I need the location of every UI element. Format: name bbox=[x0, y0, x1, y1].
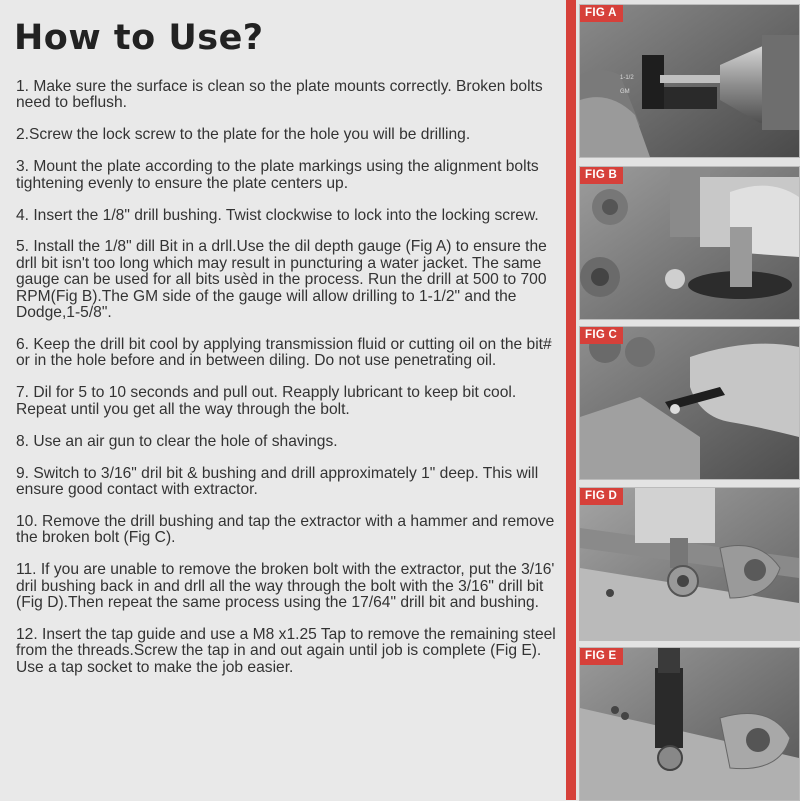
step-8: 8. Use an air gun to clear the hole of shavings. bbox=[16, 432, 338, 450]
figure-c bbox=[579, 326, 800, 480]
step-5: 5. Install the 1/8" dill Bit in a drll.Use the dil depth gauge (Fig A) to ensure the drll bit isn't too long which may result in puncturing a water jacket. The same gauge can be used for all bits usèd in the process. Run the drill at 500 to 700 RPM(Fig B).The GM side of the gauge will allow drilling to 1-1/2" and the Dodge,1-5/8". bbox=[16, 238, 547, 322]
step-3: 3. Mount the plate according to the plate markings using the alignment bolts tightening evenly to ensure the plate centers up. bbox=[16, 158, 539, 192]
accent-divider bbox=[566, 0, 576, 800]
fig-c-label: FIG C bbox=[580, 327, 623, 344]
figure-d bbox=[579, 487, 800, 641]
gauge-marking-size: 1-1/2 bbox=[620, 75, 634, 81]
drill-depth-gauge-photo bbox=[580, 5, 799, 157]
drill-through-bolt-photo bbox=[580, 488, 799, 640]
fig-a-label: FIG A bbox=[580, 5, 623, 22]
extractor-tapping-photo bbox=[580, 327, 799, 479]
fig-d-label: FIG D bbox=[580, 488, 623, 505]
fig-e-label: FIG E bbox=[580, 648, 623, 665]
figure-a bbox=[579, 4, 800, 158]
step-6: 6. Keep the drill bit cool by applying transmission fluid or cutting oil on the bit# or in the hole before and in between diling. Do not use penetrating oil. bbox=[16, 335, 552, 370]
step-7: 7. Dil for 5 to 10 seconds and pull out. Reapply lubricant to keep bit cool. Repeat until you get all the way through the bolt. bbox=[16, 384, 517, 418]
fig-b-label: FIG B bbox=[580, 167, 623, 184]
page-title: How to Use? bbox=[14, 18, 264, 58]
figure-b bbox=[579, 166, 800, 320]
step-10: 10. Remove the drill bushing and tap the extractor with a hammer and remove the broken bolt (Fig C). bbox=[16, 512, 555, 547]
figure-e bbox=[579, 647, 800, 801]
step-9: 9. Switch to 3/16" dril bit & bushing and drill approximately 1" deep. This will ensure good contact with extractor. bbox=[16, 464, 539, 498]
drilling-engine-head-photo bbox=[580, 167, 799, 319]
step-1: 1. Make sure the surface is clean so the plate mounts correctly. Broken bolts need to beflush. bbox=[16, 78, 543, 112]
step-2: 2.Screw the lock screw to the plate for the hole you will be drilling. bbox=[16, 126, 471, 144]
step-11: 11. If you are unable to remove the broken bolt with the extractor, put the 3/16' dril bushing back in and drll all the way through the bolt with the 3/16" drill bit (Fig D).Then repeat the same process using the 17/64" drill bit and bushing. bbox=[16, 561, 555, 611]
step-12: 12. Insert the tap guide and use a M8 x1.25 Tap to remove the remaining steel from the threads.Screw the tap in and out again until job is complete (Fig E). Use a tap socket to make the job easier. bbox=[16, 625, 556, 676]
steps-list bbox=[16, 79, 568, 692]
step-4: 4. Insert the 1/8" drill bushing. Twist clockwise to lock into the locking screw. bbox=[16, 206, 539, 224]
gauge-marking-brand: GM bbox=[620, 89, 630, 95]
tap-guide-photo bbox=[580, 648, 799, 800]
